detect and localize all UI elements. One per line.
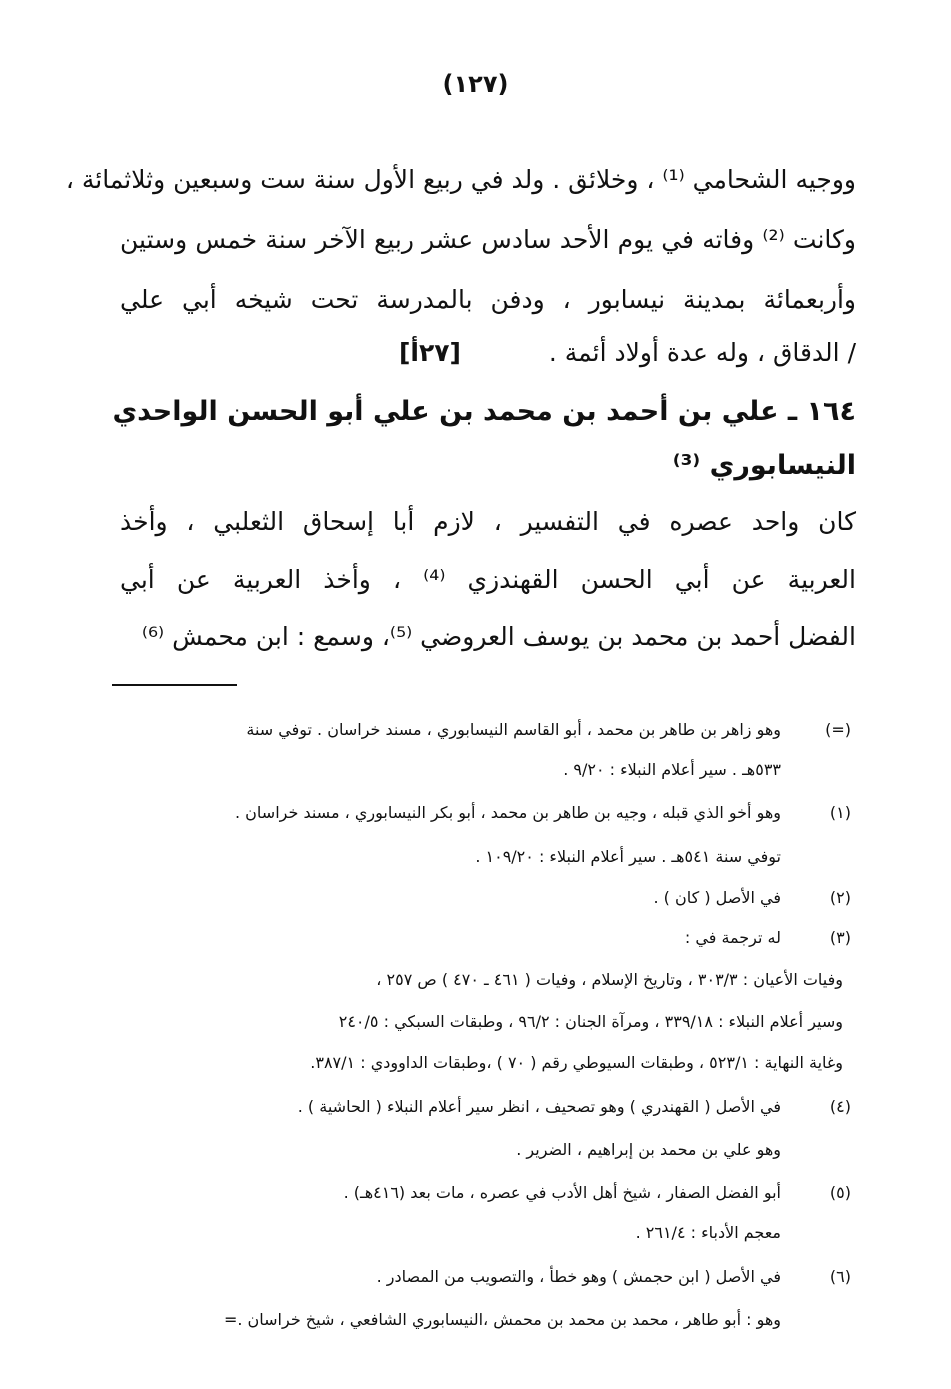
footnote-line [110,1135,781,1165]
footnote-text: له ترجمة في : [684,928,781,947]
footnote-line [110,1048,843,1078]
footnote-text: وهو أخو الذي قبله ، وجيه بن طاهر بن محمد ، أبو بكر النيسابوري ، مسند خراسان . [234,803,781,822]
footnote-line [110,1305,781,1335]
footnote-line [110,1262,851,1292]
footnote-line [110,715,851,745]
footnote-line [110,1092,851,1122]
footnote-text: وهو زاهر بن طاهر بن محمد ، أبو القاسم النيسابوري ، مسند خراسان . توفي سنة [246,720,781,739]
main-line-1: ووجيه الشحامي ⁽¹⁾ ، وخلائق . ولد في ربيع الأول سنة ست وسبعين وثلاثمائة ، [65,165,856,194]
entry-line-1: كان واحد عصره في التفسير ، لازم أبا إسحاق الثعلبي ، وأخذ [120,507,856,536]
folio-marker: [٢٧أ] [398,338,461,367]
footnote-mark: (=) [825,720,851,739]
footnote-divider [112,684,237,686]
footnote-text: وهو : أبو طاهر ، محمد بن محمد بن محمش ،النيسابوري الشافعي ، شيخ خراسان .= [223,1310,781,1329]
footnote-mark: (٣) [829,928,851,947]
footnote-text: وغاية النهاية : ٥٢٣/١ ، وطبقات السيوطي رقم ( ٧٠ ) ،وطبقات الداوودي : ٣٨٧/١. [310,1053,843,1072]
footnote-line [110,965,843,995]
footnote-line [110,923,851,953]
footnote-line [110,842,781,872]
footnote-text: معجم الأدباء : ٢٦١/٤ . [635,1223,781,1242]
footnote-text: في الأصل ( كان ) . [653,888,781,907]
main-line-4-text: / الدقاق ، وله عدة أولاد أئمة . [548,338,856,367]
footnote-text: ٥٣٣هـ . سير أعلام النبلاء : ٩/٢٠ . [563,760,781,779]
entry-line-2: العربية عن أبي الحسن القهندزي ⁽⁴⁾ ، وأخذ العربية عن أبي [120,565,856,594]
footnote-line [110,883,851,913]
footnote-line [110,1178,851,1208]
footnote-text: في الأصل ( ابن حجمش ) وهو خطأ ، والتصويب من المصادر . [376,1267,781,1286]
footnote-mark: (٢) [829,888,851,907]
footnote-line [110,755,781,785]
footnote-text: في الأصل ( القهندري ) وهو تصحيف ، انظر سير أعلام النبلاء ( الحاشية ) . [297,1097,781,1116]
main-line-4 [120,333,856,373]
footnote-mark: (٦) [829,1267,851,1286]
footnote-text: وفيات الأعيان : ٣٠٣/٣ ، وتاريخ الإسلام ، وفيات ( ٤٦١ ـ ٤٧٠ ) ص ٢٥٧ ، [376,970,843,989]
page-number: (١٢٧) [442,70,509,98]
footnote-mark: (١) [829,803,851,822]
entry-heading-cont: النيسابوري ⁽³⁾ [672,450,856,481]
entry-line-3: الفضل أحمد بن محمد بن يوسف العروضي ⁽⁵⁾، وسمع : ابن محمش ⁽⁶⁾ [141,622,856,651]
footnote-text: وسير أعلام النبلاء : ٣٣٩/١٨ ، ومرآة الجنان : ٩٦/٢ ، وطبقات السبكي : ٢٤٠/٥ [338,1012,843,1031]
footnote-mark: (٥) [829,1183,851,1202]
footnote-text: توفي سنة ٥٤١هـ . سير أعلام النبلاء : ١٠٩/٢٠ . [475,847,781,866]
entry-heading: ١٦٤ ـ علي بن أحمد بن محمد بن علي أبو الحسن الواحدي [112,396,856,427]
main-line-3: وأربعمائة بمدينة نيسابور ، ودفن بالمدرسة تحت شيخه أبي علي [120,285,856,314]
footnote-text: أبو الفضل الصفار ، شيخ أهل الأدب في عصره ، مات بعد (٤١٦هـ) . [343,1183,781,1202]
footnote-line [110,1007,843,1037]
footnote-line [110,798,851,828]
footnote-text: وهو علي بن محمد بن إبراهيم ، الضرير . [516,1140,781,1159]
main-line-2: وكانت ⁽²⁾ وفاته في يوم الأحد سادس عشر ربيع الآخر سنة خمس وستين [120,225,856,254]
footnote-line [110,1218,781,1248]
footnote-mark: (٤) [829,1097,851,1116]
